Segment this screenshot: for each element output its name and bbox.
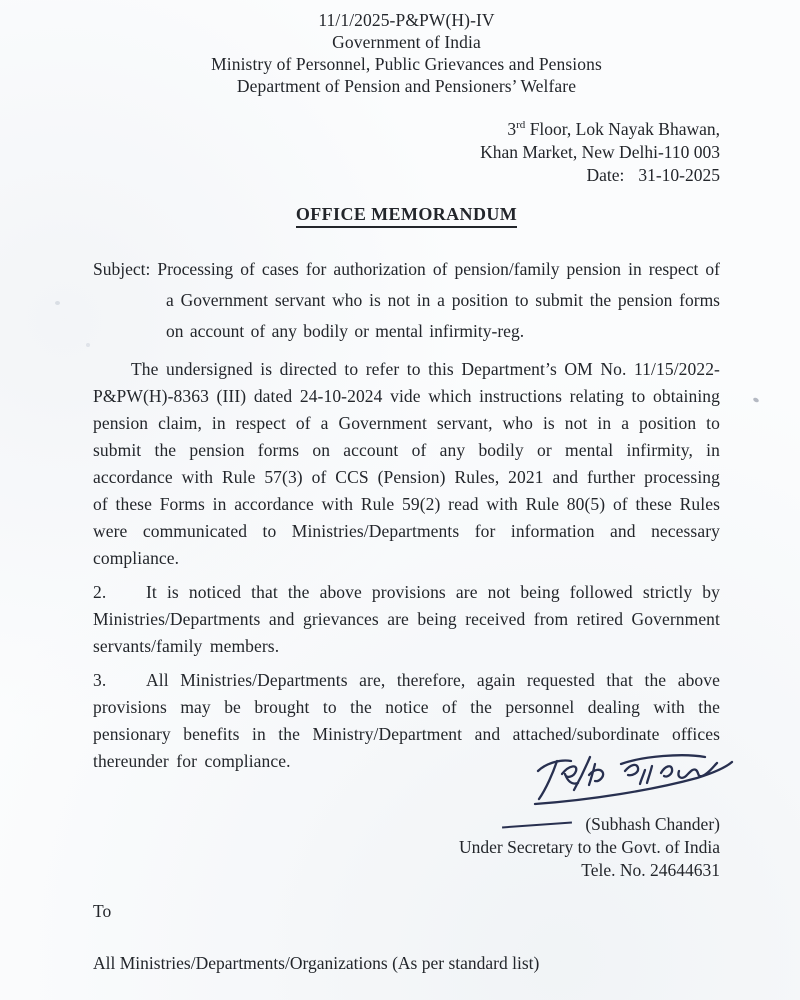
ordinal-suffix: rd: [516, 119, 526, 132]
subject-block: [93, 254, 720, 347]
scan-speck: [55, 301, 60, 305]
scan-speck: [752, 397, 759, 403]
subject-text: Processing of cases for authorization of pension/family pension in respect of a Government servant who is not in a position to submit the pension forms on account of any bodily or mental infirmity-reg.: [157, 259, 720, 341]
org-line-department: Department of Pension and Pensioners’ Welfare: [236, 76, 577, 96]
address-line-2: Khan Market, New Delhi-110 003: [480, 142, 720, 162]
paragraph-3-text: All Ministries/Departments are, therefore, again requested that the above provisions may be brought to the notice of the personnel dealing with the pensionary benefits in the Ministry/Department and attached/subordinate offices thereunder for compliance.: [93, 670, 720, 771]
signature-strike-line: [502, 822, 572, 829]
paragraph-3-number: 3.: [93, 670, 107, 690]
paragraph-2-text: It is noticed that the above provisions are not being followed strictly by Ministries/Departments and grievances are being received from retired Government servants/family members.: [93, 582, 720, 656]
date-value: 31-10-2025: [638, 165, 720, 185]
address-line-1-rest: Floor, Lok Nayak Bhawan,: [525, 119, 720, 139]
paragraph-2: [93, 579, 720, 660]
subject-label: Subject:: [93, 259, 151, 279]
signatory-phone: Tele. No. 24644631: [581, 860, 720, 880]
signatory-designation: Under Secretary to the Govt. of India: [459, 837, 720, 857]
file-number: 11/1/2025-P&PW(H)-IV: [318, 10, 495, 30]
floor-number: 3: [507, 119, 517, 139]
org-line-government: Government of India: [332, 32, 481, 52]
date-line: [93, 164, 720, 187]
signatory-name: (Subhash Chander): [585, 814, 720, 834]
signatory-name-row: [93, 813, 720, 836]
address-block: [93, 118, 720, 187]
handwritten-signature: [531, 749, 746, 813]
heading-row: [93, 204, 720, 228]
date-label: Date:: [586, 165, 625, 185]
scan-speck: [86, 343, 90, 347]
paragraph-1: The undersigned is directed to refer to this Department’s OM No. 11/15/2022-P&PW(H)-8363 (III) dated 24-10-2024 vide which instructions relating to obtaining pension claim, in respect of a Government servant, who is not in a position to submit the pension forms on account of any bodily or mental infirmity, in accordance with Rule 57(3) of CCS (Pension) Rules, 2021 and further processing of these Forms in accordance with Rule 59(2) read with Rule 80(5) of these Rules were communicated to Ministries/Departments for information and necessary compliance.: [93, 359, 720, 568]
distribution-list: All Ministries/Departments/Organizations (As per standard list): [93, 953, 540, 973]
org-line-ministry: Ministry of Personnel, Public Grievances and Pensions: [211, 54, 602, 74]
document-title: OFFICE MEMORANDUM: [296, 204, 517, 228]
address-line-1: [93, 118, 720, 141]
to-label: To: [93, 901, 112, 921]
paragraph-2-number: 2.: [93, 582, 107, 602]
